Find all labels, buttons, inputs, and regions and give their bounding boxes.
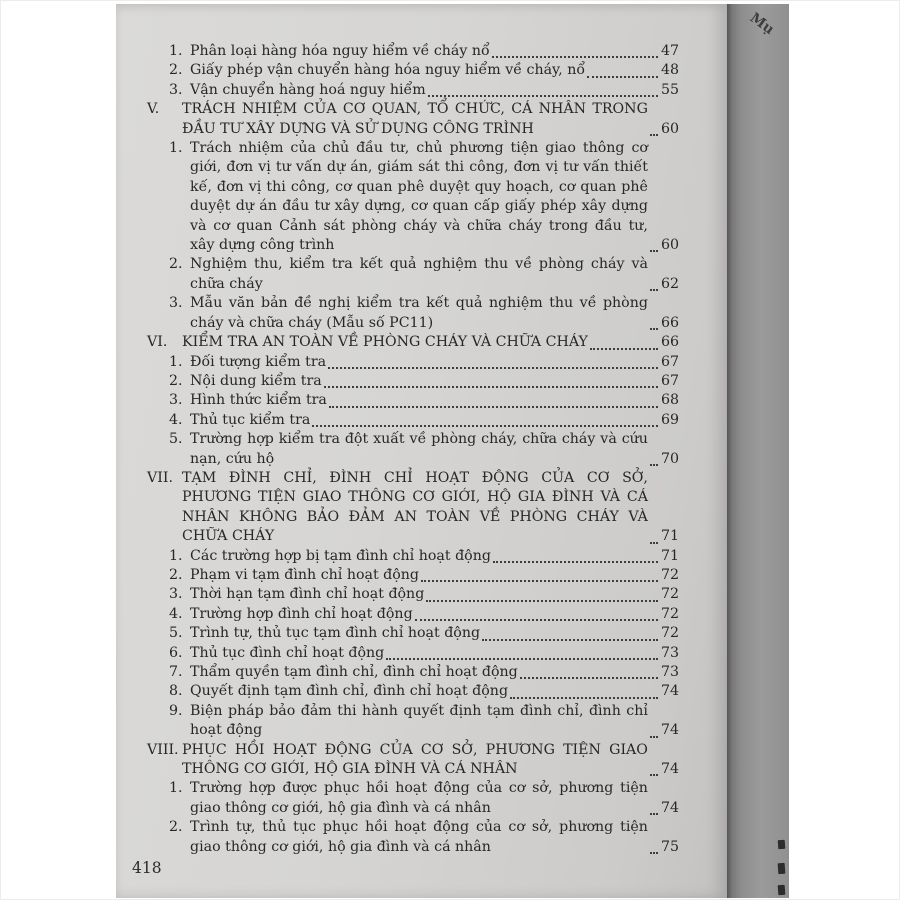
entry-title: Nghiệm thu, kiểm tra kết quả nghiệm thu về phòng cháy và chữa cháy [190, 256, 648, 292]
entry-title: PHỤC HỒI HOẠT ĐỘNG CỦA CƠ SỞ, PHƯƠNG TIỆN GIAO THÔNG CƠ GIỚI, HỘ GIA ĐÌNH VÀ CÁ NHÂN [182, 741, 648, 778]
toc-entry [169, 644, 679, 663]
dot-leader [590, 348, 658, 350]
dot-leader [312, 425, 658, 427]
next-page-edge [727, 4, 789, 898]
entry-title: Thủ tục kiểm tra [190, 411, 311, 428]
entry-title: Mẫu văn bản đề nghị kiểm tra kết quả nghiệm thu về phòng cháy và chữa cháy (Mẫu số PC11) [190, 295, 648, 331]
entry-number: 1. [169, 780, 183, 797]
toc-entry [169, 391, 679, 410]
dot-leader [510, 697, 658, 699]
dot-leader [650, 289, 658, 291]
dot-leader [329, 406, 658, 408]
entry-title: TẠM ĐÌNH CHỈ, ĐÌNH CHỈ HOẠT ĐỘNG CỦA CƠ SỞ, PHƯƠNG TIỆN GIAO THÔNG CƠ GIỚI, HỘ GIA ĐÌNH VÀ CÁ NHÂN KHÔNG BẢO ĐẢM AN TOÀN VỀ PHÒNG CHÁY VÀ CHỮA CHÁY [182, 469, 648, 545]
entry-page-number: 72 [660, 605, 679, 622]
entry-number: 2. [169, 566, 183, 583]
entry-body [190, 818, 679, 857]
toc-entry [169, 372, 679, 391]
toc-entry [169, 430, 679, 469]
dot-leader [520, 677, 658, 679]
toc-list [147, 42, 679, 857]
entry-title: Trường hợp kiểm tra đột xuất về phòng cháy, chữa cháy và cứu nạn, cứu hộ [190, 431, 648, 467]
toc-entry [169, 42, 679, 61]
entry-body [190, 372, 679, 391]
entry-body [190, 353, 679, 372]
entry-page-number: 74 [660, 683, 679, 700]
entry-title: KIỂM TRA AN TOÀN VỀ PHÒNG CHÁY VÀ CHỮA CHÁY [182, 334, 588, 351]
dot-leader [415, 619, 658, 621]
entry-number: 2. [169, 62, 183, 79]
dot-leader [386, 658, 658, 660]
entry-number: 1. [169, 547, 183, 564]
entry-title: TRÁCH NHIỆM CỦA CƠ QUAN, TỔ CHỨC, CÁ NHÂN TRONG ĐẦU TƯ XÂY DỰNG VÀ SỬ DỤNG CÔNG TRÌNH [182, 101, 648, 137]
entry-title: Quyết định tạm đình chỉ, đình chỉ hoạt động [190, 683, 509, 700]
dot-leader [492, 56, 658, 58]
entry-body [190, 411, 679, 430]
dot-leader [328, 367, 658, 369]
entry-title: Phạm vi tạm đình chỉ hoạt động [190, 566, 420, 583]
entry-page-number: 71 [660, 528, 679, 545]
entry-title: Biện pháp bảo đảm thi hành quyết định tạm đình chỉ, đình chỉ hoạt động [190, 702, 648, 739]
toc-entry [169, 411, 679, 430]
dot-leader [324, 386, 658, 388]
toc-entry [169, 702, 679, 741]
toc-entry [169, 255, 679, 294]
entry-body [182, 100, 679, 139]
dot-leader [421, 580, 658, 582]
toc-entry [169, 139, 679, 255]
entry-title: Trách nhiệm của chủ đầu tư, chủ phương tiện giao thông cơ giới, đơn vị tư vấn dự án, giám sát thi công, đơn vị tư vấn thiết kế, đơn vị thi công, cơ quan phê duyệt quy hoạch, cơ quan phê duyệt dự án đầu tư xây dựng, cơ quan cấp giấy phép xây dựng và cơ quan Cảnh sát phòng cháy và chữa cháy trong đầu tư, xây dựng công trình [190, 140, 648, 254]
entry-title: Hình thức kiểm tra [190, 392, 327, 409]
dot-leader [650, 328, 658, 330]
dot-leader [587, 76, 658, 78]
entry-body [190, 294, 679, 333]
entry-number: VI. [147, 334, 168, 351]
dot-leader [428, 95, 658, 97]
entry-page-number: 48 [660, 62, 679, 79]
toc-entry [147, 100, 679, 139]
dot-leader [650, 852, 658, 854]
entry-page-number: 74 [660, 722, 679, 739]
entry-body [190, 605, 679, 624]
entry-title: Thủ tục đình chỉ hoạt động [190, 644, 385, 661]
entry-page-number: 73 [660, 644, 679, 661]
entry-number: 2. [169, 819, 183, 836]
entry-title: Đối tượng kiểm tra [190, 353, 327, 370]
entry-page-number: 74 [660, 761, 679, 778]
entry-body [190, 61, 679, 80]
entry-number: 3. [169, 81, 183, 98]
toc-entry [147, 469, 679, 547]
entry-title: Giấy phép vận chuyển hàng hóa nguy hiểm về cháy, nổ [190, 62, 586, 79]
entry-body [190, 644, 679, 663]
cutoff-text-fragment [778, 885, 786, 895]
entry-number: 5. [169, 431, 183, 448]
entry-title: Trình tự, thủ tục tạm đình chỉ hoạt động [190, 625, 481, 642]
entry-page-number: 47 [660, 43, 679, 59]
entry-number: 3. [169, 392, 183, 409]
toc-entry [169, 81, 679, 100]
entry-page-number: 72 [660, 586, 679, 603]
dot-leader [650, 134, 658, 136]
entry-page-number: 74 [660, 799, 679, 816]
entry-body [182, 469, 679, 547]
entry-title: Thời hạn tạm đình chỉ hoạt động [190, 586, 425, 603]
toc-entry [169, 818, 679, 857]
entry-body [190, 547, 679, 566]
toc-entry [169, 566, 679, 585]
toc-entry [169, 61, 679, 80]
toc-entry [147, 741, 679, 780]
entry-number: 1. [169, 43, 183, 59]
toc-entry [169, 624, 679, 643]
entry-number: 5. [169, 625, 183, 642]
entry-page-number: 75 [660, 838, 679, 855]
entry-page-number: 60 [660, 120, 679, 137]
page-number-folio: 418 [132, 859, 162, 877]
entry-number: 6. [169, 644, 183, 661]
book-page [116, 4, 727, 898]
entry-number: 3. [169, 295, 183, 312]
toc-entry [169, 779, 679, 818]
entry-page-number: 72 [660, 625, 679, 642]
entry-number: 7. [169, 664, 183, 680]
entry-page-number: 66 [660, 314, 679, 331]
cutoff-text-fragment [778, 840, 786, 849]
entry-title: Phân loại hàng hóa nguy hiểm về cháy nổ [190, 43, 490, 59]
entry-number: 3. [169, 586, 183, 603]
entry-number: 2. [169, 256, 183, 273]
entry-body [190, 81, 679, 100]
entry-title: Trường hợp được phục hồi hoạt động của cơ sở, phương tiện giao thông cơ giới, hộ gia đình và cá nhân [190, 780, 648, 816]
entry-body [182, 741, 679, 780]
cutoff-text-fragment [778, 863, 786, 874]
toc-entry [169, 353, 679, 372]
entry-page-number: 70 [660, 450, 679, 467]
toc-entry [169, 605, 679, 624]
dot-leader [482, 639, 658, 641]
entry-number: 1. [169, 353, 183, 370]
entry-title: Nội dung kiểm tra [190, 372, 322, 389]
entry-page-number: 72 [660, 566, 679, 583]
entry-body [190, 682, 679, 701]
entry-number: VII. [147, 469, 173, 486]
entry-body [190, 624, 679, 643]
entry-body [182, 333, 679, 352]
entry-number: 8. [169, 683, 183, 700]
toc-entry [169, 294, 679, 333]
entry-number: V. [147, 101, 160, 118]
entry-page-number: 73 [660, 664, 679, 680]
entry-number: 4. [169, 605, 183, 622]
toc-entry [169, 663, 679, 682]
entry-number: 9. [169, 702, 183, 719]
entry-body [190, 139, 679, 255]
entry-body [190, 430, 679, 469]
entry-page-number: 55 [660, 81, 679, 98]
dot-leader [650, 813, 658, 815]
toc-entry [169, 682, 679, 701]
entry-body [190, 585, 679, 604]
entry-body [190, 779, 679, 818]
entry-body [190, 255, 679, 294]
dot-leader [426, 600, 658, 602]
entry-page-number: 66 [660, 334, 679, 351]
entry-number: 2. [169, 372, 183, 389]
entry-page-number: 67 [660, 353, 679, 370]
entry-page-number: 62 [660, 275, 679, 292]
entry-number: 4. [169, 411, 183, 428]
entry-body [190, 702, 679, 741]
entry-title: Các trường hợp bị tạm đình chỉ hoạt động [190, 547, 491, 564]
dot-leader [650, 542, 658, 544]
entry-number: VIII. [147, 741, 179, 758]
toc-entry [147, 333, 679, 352]
toc-entry [169, 547, 679, 566]
toc-entry [169, 585, 679, 604]
dot-leader [650, 464, 658, 466]
entry-body [190, 663, 679, 682]
entry-title: Thẩm quyền tạm đình chỉ, đình chỉ hoạt động [190, 664, 518, 680]
entry-title: Trình tự, thủ tục phục hồi hoạt động của cơ sở, phương tiện giao thông cơ giới, hộ gia đình và cá nhân [190, 819, 648, 855]
entry-page-number: 68 [660, 392, 679, 409]
dot-leader [650, 774, 658, 776]
next-page-header-fragment: Mụ [746, 9, 777, 39]
entry-page-number: 67 [660, 372, 679, 389]
dot-leader [650, 250, 658, 252]
dot-leader [493, 561, 658, 563]
entry-body [190, 566, 679, 585]
entry-page-number: 60 [660, 237, 679, 254]
dot-leader [650, 736, 658, 738]
entry-page-number: 69 [660, 411, 679, 428]
entry-body [190, 391, 679, 410]
entry-title: Trường hợp đình chỉ hoạt động [190, 605, 413, 622]
entry-page-number: 71 [660, 547, 679, 564]
entry-body [190, 42, 679, 61]
entry-number: 1. [169, 140, 183, 157]
entry-title: Vận chuyển hàng hoá nguy hiểm [190, 81, 426, 98]
